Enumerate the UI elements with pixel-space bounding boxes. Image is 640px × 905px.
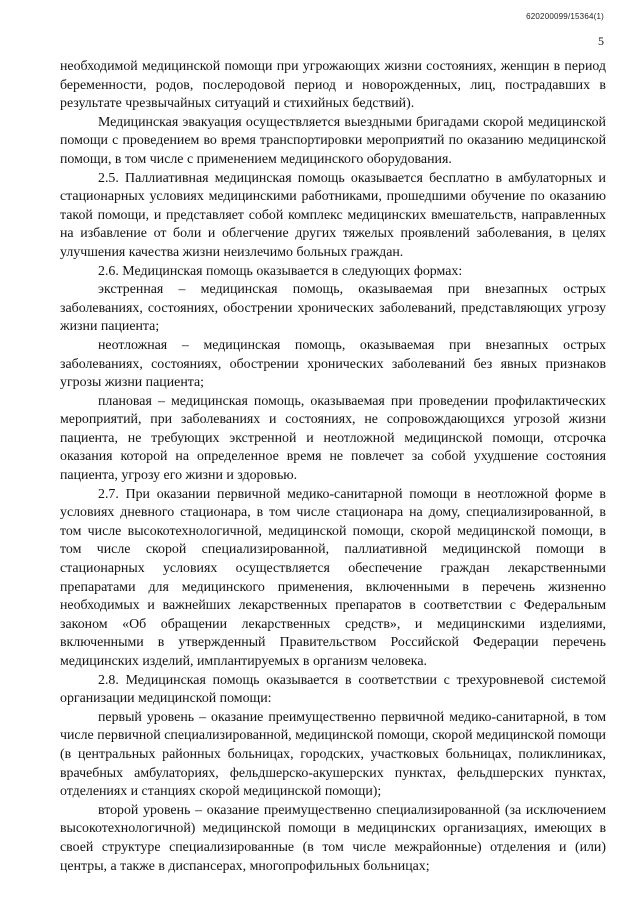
document-body [60, 58, 606, 876]
paragraph-emergency-form: экстренная – медицинская помощь, оказываемая при внезапных острых заболеваниях, состояниях, обострении хронических заболеваний, представляющих угрозу жизни пациента; [60, 282, 606, 335]
paragraph-2-7-drug-provision: 2.7. При оказании первичной медико-санитарной помощи в неотложной форме в условиях дневного стационара, в том числе стационара на дому, специализированной, в том числе высокотехнологичной, медицинской помощи, скорой медицинской помощи, в том числе скорой специализированной, паллиативной медицинской помощи в стационарных условиях осуществляется обеспечение граждан лекарственными препаратами для медицинского применения, включенными в перечень жизненно необходимых и важнейших лекарственных препаратов в соответствии с Федеральным законом «Об обращении лекарственных средств», и медицинскими изделиями, включенными в утвержденный Правительством Российской Федерации перечень медицинских изделий, имплантируемых в организм человека. [60, 486, 606, 669]
document-code: 620200099/15364(1) [526, 12, 604, 21]
paragraph-2-6-forms: 2.6. Медицинская помощь оказывается в следующих формах: [98, 263, 463, 279]
paragraph-planned-form: плановая – медицинская помощь, оказываемая при проведении профилактических мероприятий, при заболеваниях и состояниях, не сопровождающихся угрозой жизни пациента, не требующих экстренной и неотложной медицинской помощи, отсрочка оказания которой на определенное время не повлечет за собой ухудшение состояния пациента, угрозу его жизни и здоровью. [60, 393, 606, 484]
paragraph-second-level: второй уровень – оказание преимущественно специализированной (за исключением высокотехнологичной) медицинской помощи в медицинских организациях, имеющих в своей структуре специализированные (в том числе межрайонные) отделения и (или) центры, а также в диспансерах, многопрофильных больницах; [60, 802, 606, 874]
paragraph-continuation: необходимой медицинской помощи при угрожающих жизни состояниях, женщин в период беременности, родов, послеродовой период и новорожденных, лиц, пострадавших в результате чрезвычайных ситуаций и стихийных бедствий). [60, 59, 606, 112]
paragraph-medical-evacuation: Медицинская эвакуация осуществляется выездными бригадами скорой медицинской помощи с проведением во время транспортировки мероприятий по оказанию медицинской помощи, в том числе с применением медицинского оборудования. [60, 114, 606, 167]
paragraph-2-5-palliative-care: 2.5. Паллиативная медицинская помощь оказывается бесплатно в амбулаторных и стационарных условиях медицинскими работниками, прошедшими обучение по оказанию такой помощи, и представляет собой комплекс медицинских вмешательств, направленных на избавление от боли и облегчение других тяжелых проявлений заболевания, в целях улучшения качества жизни неизлечимо больных граждан. [60, 170, 606, 260]
paragraph-first-level: первый уровень – оказание преимущественно первичной медико-санитарной, в том числе первичной специализированной, медицинской помощи, скорой медицинской помощи (в центральных районных больницах, городских, участковых больницах, поликлиниках, врачебных амбулаториях, фельдшерско-акушерских пунктах, фельдшерских пунктах, отделениях и станциях скорой медицинской помощи); [60, 709, 606, 800]
paragraph-urgent-form: неотложная – медицинская помощь, оказываемая при внезапных острых заболеваниях, состояниях, обострении хронических заболеваний без явных признаков угрозы жизни пациента; [60, 337, 606, 391]
paragraph-2-8-three-level-system: 2.8. Медицинская помощь оказывается в соответствии с трехуровневой системой организации медицинской помощи: [60, 672, 606, 707]
page-number: 5 [598, 34, 604, 48]
